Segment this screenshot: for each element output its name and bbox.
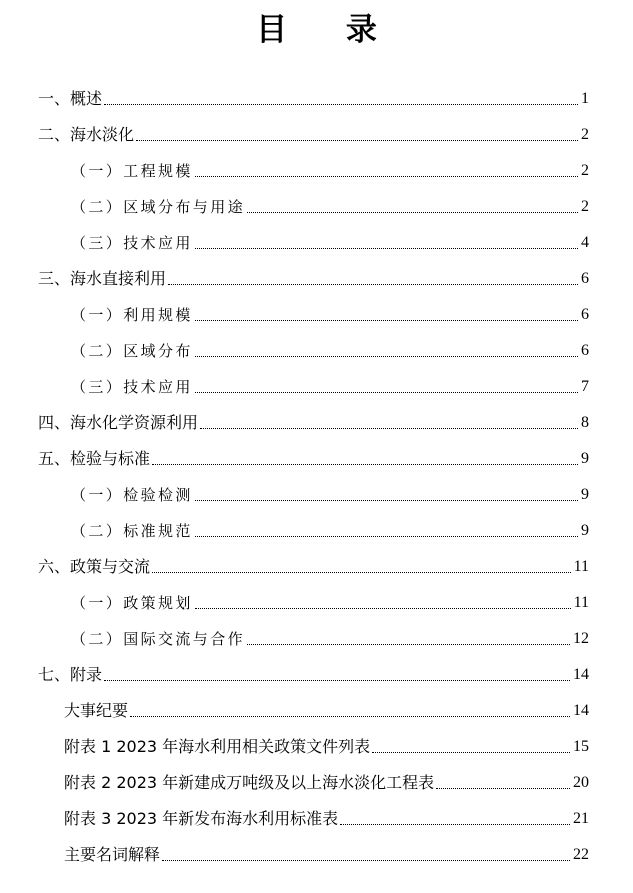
toc-item-appendix[interactable]	[0, 662, 633, 686]
toc-subitem-regional-distribution[interactable]	[0, 338, 633, 362]
toc-page-number: 20	[573, 774, 589, 791]
toc-subitem-technology-application-2[interactable]	[0, 374, 633, 398]
toc-page-number: 2	[581, 126, 589, 143]
toc-page-number: 22	[573, 846, 589, 863]
toc-appendix-table-3[interactable]	[0, 806, 633, 830]
toc-leader	[130, 716, 570, 717]
toc-page-number: 9	[581, 522, 589, 539]
toc-subitem-technology-application[interactable]	[0, 230, 633, 254]
toc-subitem-usage-scale[interactable]	[0, 302, 633, 326]
toc-subitem-engineering-scale[interactable]	[0, 158, 633, 182]
toc-subitem-regional-distribution-use[interactable]	[0, 194, 633, 218]
toc-page-number: 2	[581, 198, 589, 215]
toc-label: （二）区域分布与用途	[71, 198, 246, 216]
toc-appendix-glossary[interactable]	[0, 842, 633, 866]
toc-leader	[195, 320, 578, 321]
toc-label: 大事纪要	[64, 701, 129, 720]
toc-subitem-international-cooperation[interactable]	[0, 626, 633, 650]
toc-leader	[104, 104, 578, 105]
toc-label: 五、检验与标准	[38, 449, 151, 468]
toc-page-number: 11	[573, 558, 589, 575]
toc-leader	[195, 248, 578, 249]
toc-page-number: 14	[573, 702, 589, 719]
toc-leader	[168, 284, 578, 285]
toc-label: （二）国际交流与合作	[71, 630, 246, 648]
toc-item-policy-exchange[interactable]	[0, 554, 633, 578]
toc-page-number: 6	[581, 342, 589, 359]
toc-appendix-table-2[interactable]	[0, 770, 633, 794]
toc-leader	[195, 176, 578, 177]
toc-appendix-table-1[interactable]	[0, 734, 633, 758]
toc-leader	[195, 536, 578, 537]
toc-label: 二、海水淡化	[38, 125, 135, 144]
toc-page-number: 11	[573, 594, 589, 611]
toc-label: 附表 3 2023 年新发布海水利用标准表	[64, 809, 339, 828]
toc-label: 主要名词解释	[64, 845, 161, 864]
toc-leader	[195, 356, 578, 357]
toc-leader	[152, 464, 578, 465]
toc-subitem-policy-planning[interactable]	[0, 590, 633, 614]
toc-label: （一）工程规模	[71, 162, 193, 180]
toc-label: 附表 1 2023 年海水利用相关政策文件列表	[64, 737, 371, 756]
page-title: 目 录	[256, 12, 401, 48]
toc-page-number: 6	[581, 306, 589, 323]
toc-subitem-standard-specifications[interactable]	[0, 518, 633, 542]
toc-page-number: 9	[581, 486, 589, 503]
toc-page-number: 12	[573, 630, 589, 647]
toc-label: （一）政策规划	[71, 594, 193, 612]
toc-leader	[195, 392, 578, 393]
toc-leader	[195, 500, 578, 501]
toc-leader	[340, 824, 570, 825]
toc-page-number: 15	[573, 738, 589, 755]
toc-page-number: 7	[581, 378, 589, 395]
toc-page-number: 6	[581, 270, 589, 287]
toc-page-number: 1	[581, 90, 589, 107]
toc-label: 附表 2 2023 年新建成万吨级及以上海水淡化工程表	[64, 773, 435, 792]
toc-page-number: 8	[581, 414, 589, 431]
toc-leader	[152, 572, 571, 573]
toc-leader	[247, 212, 578, 213]
toc-leader	[436, 788, 570, 789]
toc-item-direct-seawater-use[interactable]	[0, 266, 633, 290]
toc-label: 三、海水直接利用	[38, 269, 167, 288]
toc-leader	[195, 608, 571, 609]
toc-item-testing-standards[interactable]	[0, 446, 633, 470]
toc-leader	[247, 644, 570, 645]
toc-label: （三）技术应用	[71, 234, 193, 252]
toc-item-chemical-resources[interactable]	[0, 410, 633, 434]
toc-page-number: 4	[581, 234, 589, 251]
toc-subitem-inspection-testing[interactable]	[0, 482, 633, 506]
toc-label: （三）技术应用	[71, 378, 193, 396]
toc-page-number: 2	[581, 162, 589, 179]
toc-item-desalination[interactable]	[0, 122, 633, 146]
toc-label: 六、政策与交流	[38, 557, 151, 576]
toc-label: （一）利用规模	[71, 306, 193, 324]
toc-appendix-chronicle[interactable]	[0, 698, 633, 722]
toc-item-overview[interactable]	[0, 86, 633, 110]
toc-label: （二）标准规范	[71, 522, 193, 540]
toc-leader	[200, 428, 578, 429]
toc-leader	[372, 752, 570, 753]
toc-label: （一）检验检测	[71, 486, 193, 504]
toc-leader	[136, 140, 578, 141]
toc-page-number: 9	[581, 450, 589, 467]
toc-page-number: 14	[573, 666, 589, 683]
toc-label: 七、附录	[38, 665, 103, 684]
toc-label: （二）区域分布	[71, 342, 193, 360]
toc-page-number: 21	[573, 810, 589, 827]
toc-label: 四、海水化学资源利用	[38, 413, 199, 432]
toc-label: 一、概述	[38, 89, 103, 108]
toc-leader	[162, 860, 570, 861]
toc-leader	[104, 680, 570, 681]
